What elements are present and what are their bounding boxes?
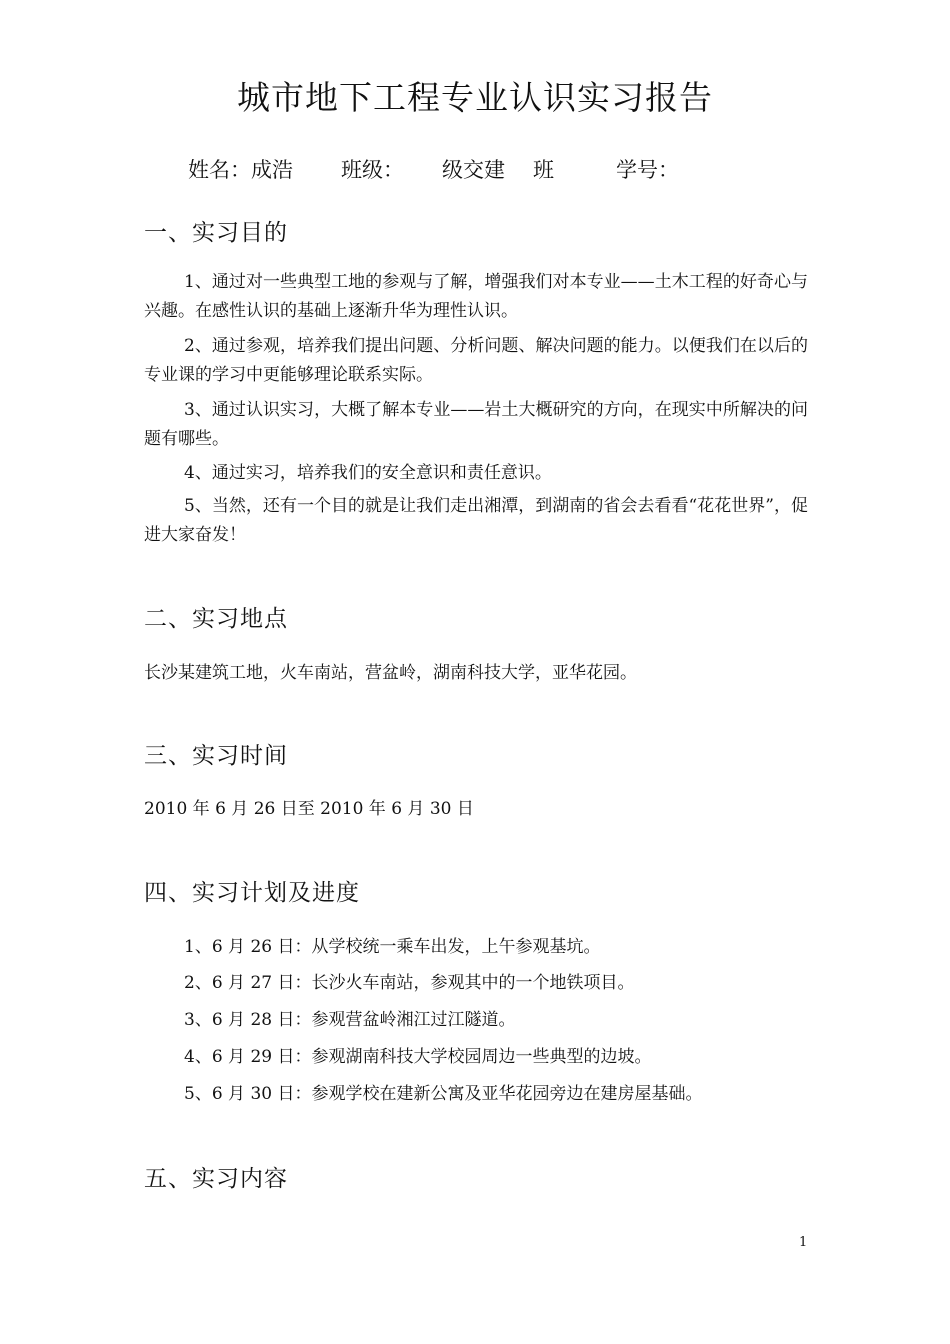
- location-text: 长沙某建筑工地，火车南站，营盆岭，湖南科技大学，亚华花园。: [144, 663, 637, 683]
- schedule-item: 1、6 月 26 日：从学校统一乘车出发，上午参观基坑。: [184, 937, 601, 957]
- purpose-paragraph-3: 3、通过认识实习，大概了解本专业——岩土大概研究的方向，在现实中所解决的问题有哪些。: [144, 400, 808, 449]
- purpose-paragraph-5: 5、当然，还有一个目的就是让我们走出湘潭，到湖南的省会去看看“花花世界”，促进大家奋发！: [144, 496, 808, 545]
- time-text: 2010 年 6 月 26 日至 2010 年 6 月 30 日: [144, 799, 474, 819]
- class-label: 班级：: [341, 158, 404, 182]
- section-heading-time: 三、实习时间: [144, 743, 288, 769]
- class-value: 级交建: [442, 158, 505, 182]
- class-suffix: 班: [533, 158, 554, 182]
- document-title: 城市地下工程专业认识实习报告: [237, 78, 713, 117]
- student-id-label: 学号：: [616, 158, 679, 182]
- purpose-paragraph-2: 2、通过参观，培养我们提出问题、分析问题、解决问题的能力。以便我们在以后的专业课的学习中更能够理论联系实际。: [144, 336, 808, 385]
- purpose-paragraph-1: 1、通过对一些典型工地的参观与了解，增强我们对本专业——土木工程的好奇心与兴趣。在感性认识的基础上逐渐升华为理性认识。: [144, 272, 808, 321]
- section-heading-location: 二、实习地点: [144, 606, 288, 632]
- section-heading-purpose: 一、实习目的: [144, 220, 288, 246]
- schedule-item: 5、6 月 30 日：参观学校在建新公寓及亚华花园旁边在建房屋基础。: [184, 1084, 703, 1104]
- schedule-item: 3、6 月 28 日：参观营盆岭湘江过江隧道。: [184, 1010, 516, 1030]
- name-label: 姓名：成浩: [188, 158, 293, 182]
- section-heading-schedule: 四、实习计划及进度: [144, 880, 360, 906]
- student-info-line: [188, 154, 679, 184]
- schedule-item: 4、6 月 29 日：参观湖南科技大学校园周边一些典型的边坡。: [184, 1047, 652, 1067]
- schedule-item: 2、6 月 27 日：长沙火车南站，参观其中的一个地铁项目。: [184, 973, 635, 993]
- page-number: 1: [799, 1235, 808, 1250]
- purpose-paragraph-4: 4、通过实习，培养我们的安全意识和责任意识。: [184, 463, 552, 483]
- section-heading-content: 五、实习内容: [144, 1166, 288, 1192]
